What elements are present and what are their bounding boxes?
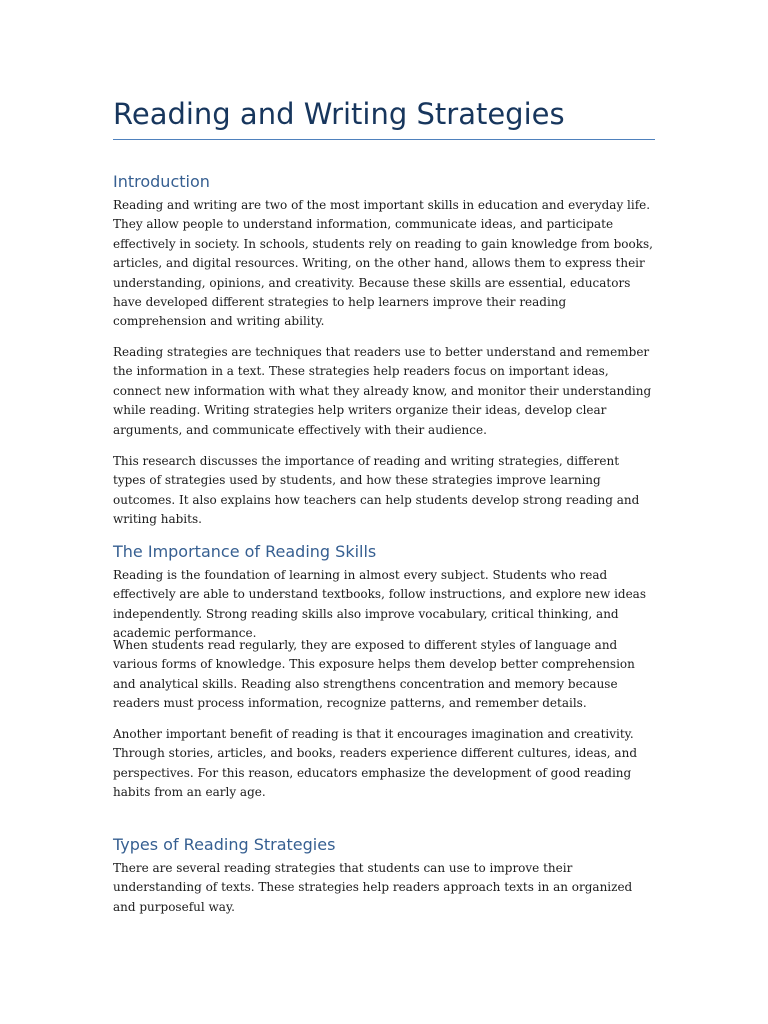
paragraph: There are several reading strategies that students can use to improve their understanding of texts. These strategies help readers approach texts in an organized and purposeful way. bbox=[113, 861, 633, 914]
section-heading-introduction: Introduction bbox=[113, 172, 210, 191]
section-heading-importance-of-reading: The Importance of Reading Skills bbox=[113, 542, 377, 561]
paragraph: Another important benefit of reading is that it encourages imagination and creativity. Through stories, articles, and books, readers experience different cultures, ideas, and perspectives. For this reason, educators emphasize the development of good reading habits from an early age. bbox=[113, 727, 637, 800]
title-divider bbox=[113, 139, 655, 140]
paragraph: Reading strategies are techniques that readers use to better understand and remember the information in a text. These strategies help readers focus on important ideas, connect new information with what they already know, and monitor their understanding while reading. Writing strategies help writers organize their ideas, develop clear arguments, and communicate effectively with their audience. bbox=[113, 345, 652, 437]
paragraph: Reading and writing are two of the most important skills in education and everyday life. They allow people to understand information, communicate ideas, and participate effectively in society. In schools, students rely on reading to gain knowledge from books, articles, and digital resources. Writing, on the other hand, allows them to express their understanding, opinions, and creativity. Because these skills are essential, educators have developed different strategies to help learners improve their reading comprehension and writing ability. bbox=[113, 198, 653, 329]
paragraph: This research discusses the importance of reading and writing strategies, different types of strategies used by students, and how these strategies improve learning outcomes. It also explains how teachers can help students develop strong reading and writing habits. bbox=[113, 454, 640, 527]
paragraph: Reading is the foundation of learning in almost every subject. Students who read effectively are able to understand textbooks, follow instructions, and explore new ideas independently. Strong reading skills also improve vocabulary, critical thinking, and academic performance. bbox=[113, 568, 646, 641]
document-title: Reading and Writing Strategies bbox=[113, 97, 565, 131]
paragraph: When students read regularly, they are exposed to different styles of language and various forms of knowledge. This exposure helps them develop better comprehension and analytical skills. Reading also strengthens concentration and memory because readers must process information, recognize patterns, and remember details. bbox=[113, 638, 635, 711]
section-heading-types-of-reading-strategies: Types of Reading Strategies bbox=[113, 835, 336, 854]
